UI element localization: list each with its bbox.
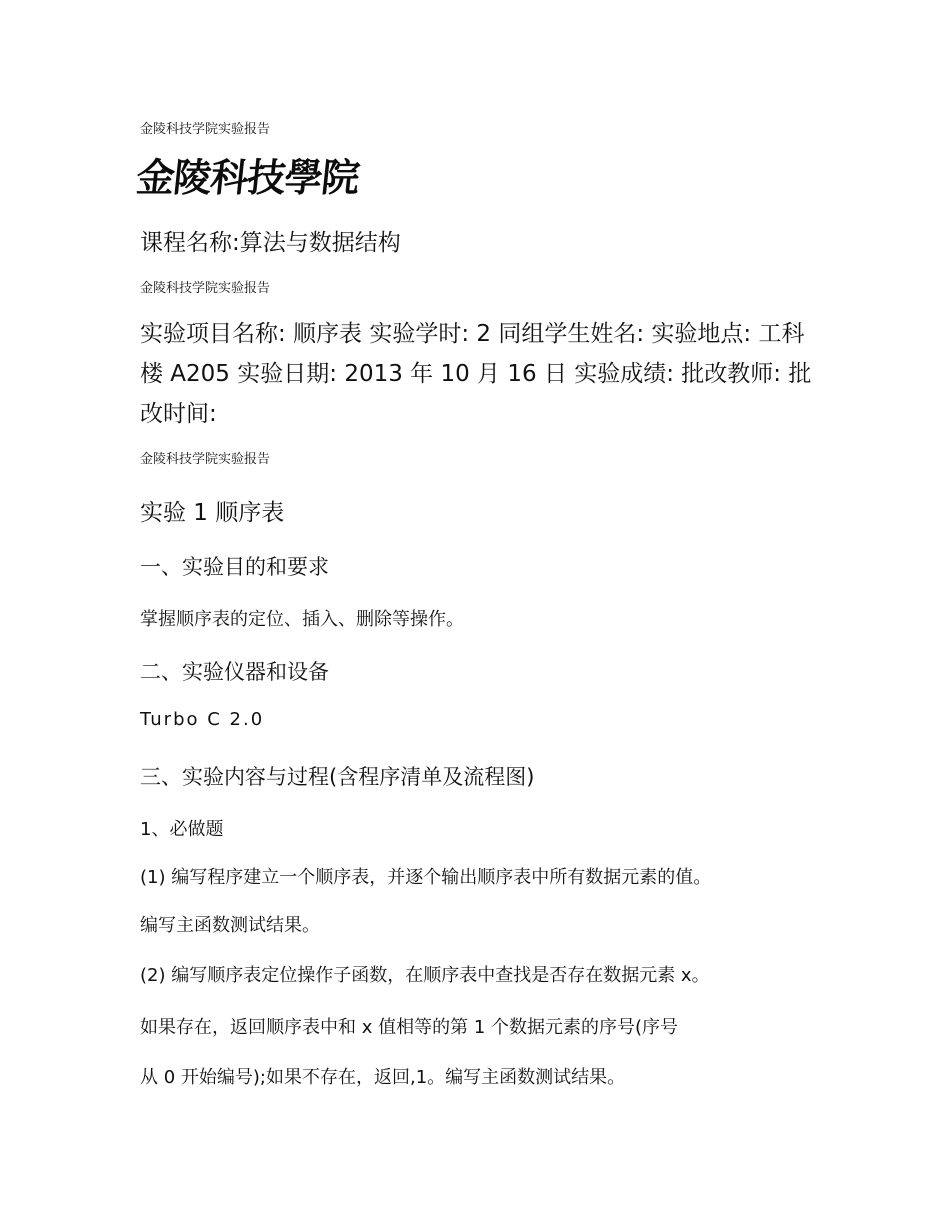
experiment-title: 实验 1 顺序表 xyxy=(140,500,285,526)
equipment-heading: 二、实验仪器和设备 xyxy=(140,660,329,684)
purpose-text: 掌握顺序表的定位、插入、删除等操作。 xyxy=(140,609,464,630)
task2-line3: 从 0 开始编号);如果不存在，返回,1。编写主函数测试结果。 xyxy=(140,1067,626,1088)
task1-line2: 编写主函数测试结果。 xyxy=(140,915,320,936)
purpose-heading: 一、实验目的和要求 xyxy=(140,555,329,579)
experiment-info: 实验项目名称: 顺序表 实验学时: 2 同组学生姓名: 实验地点: 工科楼 A205 实验日期: 2013 年 10 月 16 日 实验成绩: 批改教师: 批改时间: xyxy=(140,321,812,427)
task1-line1: (1) 编写程序建立一个顺序表，并逐个输出顺序表中所有数据元素的值。 xyxy=(140,867,712,888)
college-logo: 金陵科技學院 xyxy=(134,154,362,201)
equipment-text: Turbo C 2.0 xyxy=(140,709,265,730)
task2-line2: 如果存在，返回顺序表中和 x 值相等的第 1 个数据元素的序号(序号 xyxy=(140,1017,679,1038)
task2-line1: (2) 编写顺序表定位操作子函数，在顺序表中查找是否存在数据元素 x。 xyxy=(140,965,710,986)
required-label: 1、必做题 xyxy=(140,819,224,840)
report-header-1: 金陵科技学院实验报告 xyxy=(140,122,271,137)
course-name: 课程名称:算法与数据结构 xyxy=(140,230,401,256)
report-header-2: 金陵科技学院实验报告 xyxy=(140,281,271,296)
report-header-3: 金陵科技学院实验报告 xyxy=(140,452,271,467)
content-heading: 三、实验内容与过程(含程序清单及流程图) xyxy=(140,765,535,789)
